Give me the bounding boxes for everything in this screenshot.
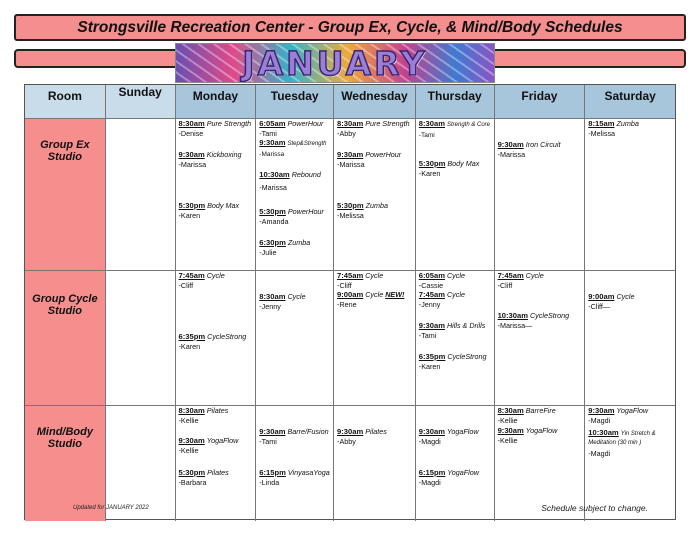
cell-friday bbox=[495, 119, 586, 271]
page-title: Strongsville Recreation Center - Group Ex, Cycle, & Mind/Body Schedules bbox=[77, 18, 623, 36]
row-group-ex bbox=[25, 119, 675, 271]
class-entry: 10:30am Rebound -Marissa bbox=[259, 170, 321, 192]
cell-thursday bbox=[416, 119, 495, 271]
header-saturday: Saturday bbox=[585, 85, 675, 119]
cell-saturday bbox=[585, 119, 675, 271]
class-entry: 9:30am Kickboxing -Marissa bbox=[178, 150, 242, 169]
class-entry: 9:30am Pilates -Abby bbox=[337, 427, 387, 446]
cell-monday bbox=[176, 406, 257, 521]
header-thursday: Thursday bbox=[416, 85, 495, 119]
cell-thursday bbox=[416, 271, 495, 406]
class-entry: 6:15pm VinyasaYoga -Linda bbox=[259, 468, 330, 487]
class-entry: 5:30pm Pilates -Barbara bbox=[178, 468, 229, 487]
header-room: Room bbox=[25, 85, 106, 119]
cell-wednesday bbox=[334, 271, 416, 406]
room-label: Mind/Body Studio bbox=[36, 426, 93, 450]
class-entry: 5:30pm Body Max -Karen bbox=[178, 201, 240, 220]
cell-sunday bbox=[106, 119, 176, 271]
room-label: Group Ex Studio bbox=[40, 139, 90, 163]
header-row bbox=[25, 85, 675, 119]
row-group-cycle bbox=[25, 271, 675, 406]
class-entry: 9:30am YogaFlow -Magdi bbox=[418, 427, 479, 446]
class-entry: 8:30am Pure Strength -Denise bbox=[178, 119, 252, 138]
cell-sunday bbox=[106, 406, 176, 521]
class-entry: 8:30am Cycle -Jenny bbox=[259, 292, 306, 311]
disclaimer-note: Schedule subject to change. bbox=[541, 503, 648, 513]
class-entry: 8:30am Pure Strength -Abby bbox=[337, 119, 410, 138]
cell-friday bbox=[495, 271, 586, 406]
class-entry: 8:30am Pilates -Kellie bbox=[178, 406, 229, 425]
class-entry: 9:30am YogaFlow -Kellie bbox=[497, 426, 558, 445]
header-friday: Friday bbox=[495, 85, 586, 119]
class-entry: 6:35pm CycleStrong -Karen bbox=[178, 332, 247, 351]
header-wednesday: Wednesday bbox=[334, 85, 416, 119]
header-tuesday: Tuesday bbox=[256, 85, 334, 119]
class-entry: 9:00am Cycle -Cliff— bbox=[588, 292, 635, 311]
month-banner-text: JANUARY bbox=[242, 43, 428, 83]
room-label: Group Cycle Studio bbox=[32, 293, 98, 317]
class-entry: 5:30pm Body Max -Karen bbox=[418, 159, 480, 178]
class-entry: 9:30am Hills & Drills -Tami bbox=[418, 321, 486, 340]
cell-thursday bbox=[416, 406, 495, 521]
class-entry: 9:30am Step&Strength -Marissa bbox=[259, 138, 327, 158]
cell-sunday bbox=[106, 271, 176, 406]
cell-tuesday bbox=[256, 271, 334, 406]
header-sunday: Sunday bbox=[106, 85, 176, 119]
class-entry: 7:45am Cycle -Cliff bbox=[497, 271, 544, 290]
class-entry: 6:35pm CycleStrong -Karen bbox=[418, 352, 487, 371]
class-entry: 8:30am BarreFire -Kellie bbox=[497, 406, 556, 425]
title-bar bbox=[14, 14, 686, 41]
month-banner bbox=[175, 43, 495, 83]
class-entry: 10:30am Yin Stretch & Meditation (30 min ) -Magdi bbox=[588, 428, 656, 458]
cell-wednesday bbox=[334, 119, 416, 271]
class-entry: 9:30am YogaFlow -Kellie bbox=[178, 436, 239, 455]
class-entry: 5:30pm Zumba -Melissa bbox=[337, 201, 389, 220]
class-entry: 9:30am Barre/Fusion -Tami bbox=[259, 427, 329, 446]
class-entry: 8:30am Strength & Core -Tami bbox=[418, 119, 491, 139]
class-entry: 6:30pm Zumba -Julie bbox=[259, 238, 311, 257]
class-entry: 6:05am Cycle -Cassie bbox=[418, 271, 465, 290]
schedule-table bbox=[24, 84, 676, 520]
class-entry: 7:45am Cycle -Jenny bbox=[418, 290, 465, 309]
class-entry: 10:30am CycleStrong -Marissa— bbox=[497, 311, 570, 330]
header-monday: Monday bbox=[176, 85, 257, 119]
cell-monday bbox=[176, 271, 257, 406]
class-entry: 6:05am PowerHour -Tami bbox=[259, 119, 324, 138]
updated-note: Updated for JANUARY 2022 bbox=[73, 505, 149, 511]
class-entry: 7:45am Cycle -Cliff bbox=[337, 271, 384, 290]
class-entry: 9:30am PowerHour -Marissa bbox=[337, 150, 402, 169]
cell-tuesday bbox=[256, 119, 334, 271]
class-entry: 8:15am Zumba -Melissa bbox=[588, 119, 639, 138]
room-mind-body bbox=[25, 406, 106, 521]
class-entry: 7:45am Cycle -Cliff bbox=[178, 271, 225, 290]
class-entry: 9:30am YogaFlow -Magdi bbox=[588, 406, 649, 425]
cell-tuesday bbox=[256, 406, 334, 521]
cell-monday bbox=[176, 119, 257, 271]
cell-wednesday bbox=[334, 406, 416, 521]
cell-saturday bbox=[585, 271, 675, 406]
class-entry: 6:15pm YogaFlow -Magdi bbox=[418, 468, 479, 487]
room-group-cycle bbox=[25, 271, 106, 406]
room-group-ex bbox=[25, 119, 106, 271]
class-entry: 9:30am Iron Circuit -Marissa bbox=[497, 140, 561, 159]
class-entry: 5:30pm PowerHour -Amanda bbox=[259, 207, 324, 226]
class-entry: 9:00am Cycle NEW! -Rene bbox=[337, 290, 405, 309]
